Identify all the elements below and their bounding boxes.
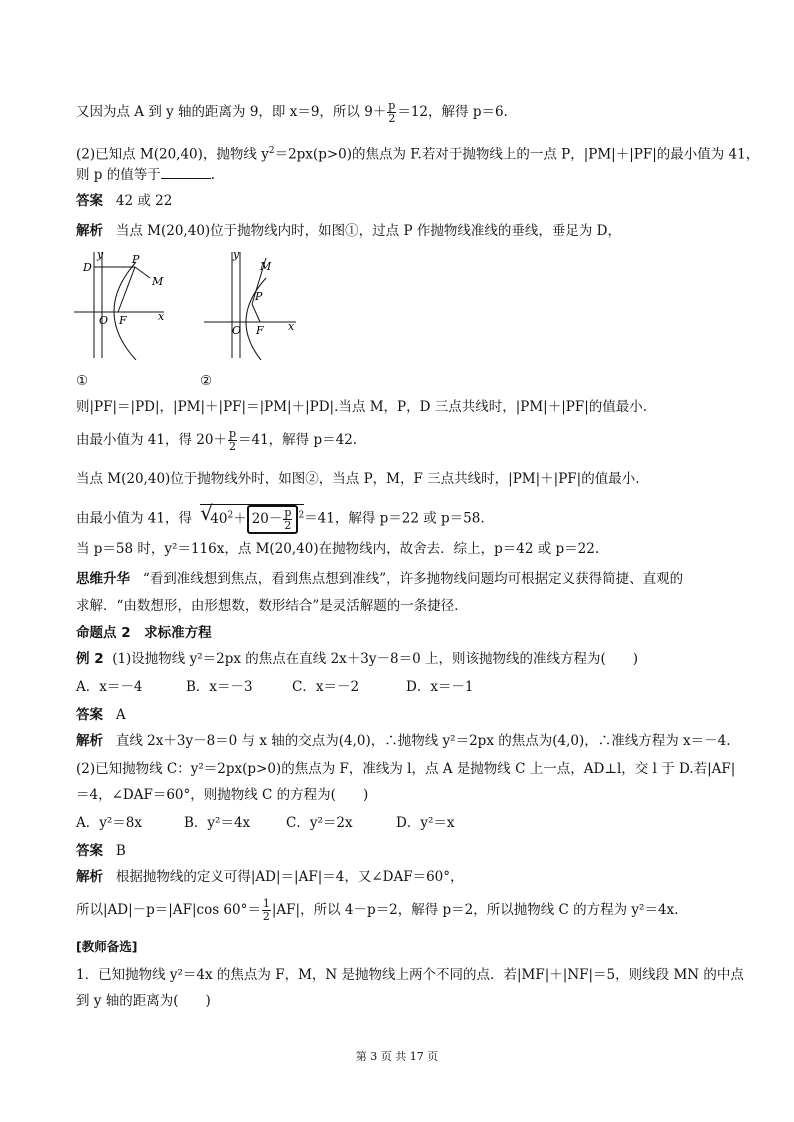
frac-num: p xyxy=(228,427,236,440)
label-f: F xyxy=(256,324,264,337)
answer-label: 答案 xyxy=(76,843,103,859)
option-d: D．x＝－1 xyxy=(406,679,474,695)
page-footer: 第 3 页 共 17 页 xyxy=(355,1050,439,1063)
options-line xyxy=(76,678,474,696)
superscript: 2 xyxy=(268,146,275,156)
fraction xyxy=(228,428,237,453)
text-line xyxy=(76,501,485,534)
radical-sign: √ xyxy=(200,501,214,525)
text: |AF|，所以 4－p＝2，解得 p＝2，所以抛物线 C 的方程为 y²＝4x. xyxy=(271,902,679,918)
text: 所以|AD|－p＝|AF|cos 60°＝ xyxy=(76,902,261,918)
text-line xyxy=(76,100,508,125)
text: 20－ xyxy=(251,511,283,527)
option-b: B．y²＝4x xyxy=(184,815,251,831)
section-title: 命题点 2 求标准方程 xyxy=(76,625,212,641)
figure-1-diagram xyxy=(72,248,172,360)
label-m: M xyxy=(152,275,164,288)
summary-label: 思维升华 xyxy=(76,571,130,587)
frac-den: 2 xyxy=(388,112,396,125)
text-line: 到 y 轴的距离为( ) xyxy=(76,993,211,1009)
teacher-note-title: [教师备选] xyxy=(76,939,138,954)
answer-label: 答案 xyxy=(76,707,103,723)
label-p: P xyxy=(132,253,140,266)
text: ＝2px(p>0)的焦点为 F.若对于抛物线上的一点 P，|PM|＋|PF|的最小值为 41， xyxy=(274,146,760,163)
parabola-curve xyxy=(114,262,136,360)
text-line xyxy=(76,166,215,184)
text: 由最小值为 41，得 xyxy=(76,510,192,527)
fraction xyxy=(283,507,292,532)
frac-den: 2 xyxy=(262,910,270,923)
text-line: 当 p＝58 时，y²＝116x，点 M(20,40)在抛物线内，故舍去．综上，p＝42 或 p＝22. xyxy=(76,541,600,557)
answer-value: B xyxy=(115,843,126,859)
text: 当点 M(20,40)位于抛物线内时，如图①，过点 P 作抛物线准线的垂线，垂足为 D， xyxy=(115,223,621,239)
text-line: 则|PF|＝|PD|，|PM|＋|PF|＝|PM|＋|PD|.当点 M，P，D 三点共线时，|PM|＋|PF|的值最小. xyxy=(76,399,648,415)
text-line xyxy=(76,142,759,164)
text-line xyxy=(76,428,357,453)
text: “看到准线想到焦点，看到焦点想到准线”，许多抛物线问题均可根据定义获得简捷、直观的 xyxy=(142,571,684,587)
text: 由最小值为 41，得 20＋ xyxy=(76,432,227,448)
analysis-line xyxy=(76,222,621,240)
label-x: x xyxy=(158,310,165,323)
figure-2-diagram xyxy=(200,248,300,360)
superscript: 2 xyxy=(298,510,305,521)
analysis-label: 解析 xyxy=(76,733,103,749)
summary-line xyxy=(76,570,683,588)
text: 则 p 的值等于 xyxy=(76,167,161,183)
paren-box xyxy=(247,505,299,534)
text-line: 当点 M(20,40)位于抛物线外时，如图②，当点 P，M，F 三点共线时，|PM|＋|PF|的值最小. xyxy=(76,471,640,487)
label-y: y xyxy=(233,248,240,261)
text: ＝12，解得 p＝6. xyxy=(397,104,508,120)
answer-value: A xyxy=(115,707,126,723)
label-y: y xyxy=(97,248,104,261)
text-line: 1．已知抛物线 y²＝4x 的焦点为 F，M，N 是抛物线上两个不同的点．若|MF|＋|NF|＝5，则线段 MN 的中点 xyxy=(76,967,744,983)
answer-line xyxy=(76,192,172,210)
label-m: M xyxy=(260,260,272,273)
label-o: O xyxy=(232,324,242,337)
text: . xyxy=(210,167,216,183)
text: ＝41，解得 p＝42. xyxy=(238,432,358,448)
text-line xyxy=(76,898,678,923)
answer-value: 42 或 22 xyxy=(115,193,173,209)
option-c: C．x＝－2 xyxy=(292,679,360,695)
option-c: C．y²＝2x xyxy=(286,815,353,831)
answer-label: 答案 xyxy=(76,193,103,209)
frac-den: 2 xyxy=(284,519,292,532)
segment-pm xyxy=(135,267,150,278)
text: ＝41，解得 p＝22 或 p＝58. xyxy=(304,510,485,527)
text: 又因为点 A 到 y 轴的距离为 9，即 x＝9，所以 9＋ xyxy=(76,104,387,120)
text-line: (2)已知抛物线 C：y²＝2px(p>0)的焦点为 F，准线为 l，点 A 是抛物线 C 上一点，AD⊥l，交 l 于 D.若|AF| xyxy=(76,761,736,777)
answer-line xyxy=(76,706,126,724)
analysis-label: 解析 xyxy=(76,223,103,239)
label-d: D xyxy=(83,261,92,274)
analysis-label: 解析 xyxy=(76,869,103,885)
text: 40 xyxy=(210,511,228,527)
text: 根据抛物线的定义可得|AD|＝|AF|＝4，又∠DAF＝60°， xyxy=(115,869,464,885)
text: ＋ xyxy=(233,511,247,527)
option-b: B．x＝－3 xyxy=(186,679,253,695)
frac-den: 2 xyxy=(228,440,236,453)
option-d: D．y²＝x xyxy=(396,815,455,831)
option-a: A．y²＝8x xyxy=(76,815,142,831)
analysis-line xyxy=(76,732,731,750)
figure-1-caption: ① xyxy=(76,373,89,389)
text: (2)已知点 M(20,40)，抛物线 y xyxy=(76,146,269,163)
fraction xyxy=(262,898,271,923)
option-a: A．x＝－4 xyxy=(76,679,143,695)
summary-line: 求解．“由数想形，由形想数，数形结合”是灵活解题的一条捷径． xyxy=(76,598,468,614)
answer-blank xyxy=(161,166,211,179)
radical-expression xyxy=(200,501,305,534)
frac-num: p xyxy=(284,506,292,519)
text: (1)设抛物线 y²＝2px 的焦点在直线 2x＋3y－8＝0 上，则该抛物线的准线方程为( ) xyxy=(112,651,638,667)
fraction xyxy=(387,100,396,125)
example-line xyxy=(76,650,638,668)
answer-line xyxy=(76,842,126,860)
frac-num: 1 xyxy=(262,897,270,910)
superscript: 2 xyxy=(227,510,234,521)
label-p: P xyxy=(255,290,263,303)
segment-pf xyxy=(252,304,260,322)
text-line: ＝4，∠DAF＝60°，则抛物线 C 的方程为( ) xyxy=(76,787,369,803)
analysis-line xyxy=(76,868,464,886)
label-x: x xyxy=(288,320,295,333)
example-label: 例 2 xyxy=(76,651,104,667)
label-f: F xyxy=(119,314,127,327)
text: 直线 2x＋3y－8＝0 与 x 轴的交点为(4,0)，∴抛物线 y²＝2px 的焦点为(4,0)，∴准线方程为 x＝－4. xyxy=(115,733,731,749)
label-o: O xyxy=(99,314,109,327)
options-line xyxy=(76,814,454,832)
frac-num: p xyxy=(388,99,396,112)
figure-2-caption: ② xyxy=(200,373,213,389)
